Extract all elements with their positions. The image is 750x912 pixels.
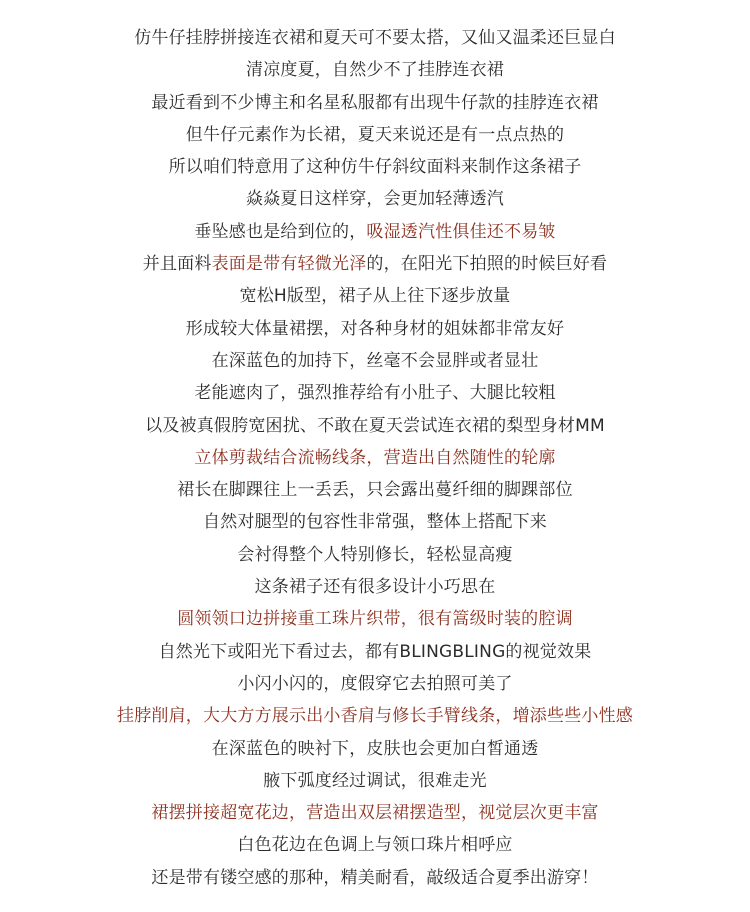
text-line: 这条裙子还有很多设计小巧思在 <box>254 577 496 598</box>
text-line: 会衬得整个人特别修长，轻松显高瘦 <box>237 544 513 565</box>
text-segment: 的，在阳光下拍照的时候巨好看 <box>366 254 608 275</box>
highlighted-line: 立体剪裁结合流畅线条，营造出自然随性的轮廓 <box>194 447 556 468</box>
text-line: 但牛仔元素作为长裙，夏天来说还是有一点点热的 <box>185 124 565 145</box>
text-line: 自然光下或阳光下看过去，都有BLINGBLING的视觉效果 <box>158 641 592 662</box>
highlighted-line: 圆领领口边拼接重工珠片织带，很有篙级时装的腔调 <box>177 609 573 630</box>
text-segment: 并且面料 <box>142 254 212 275</box>
text-line: 所以咱们特意用了这种仿牛仔斜纹面料来制作这条裙子 <box>168 157 582 178</box>
text-line: 形成较大体量裙摆，对各种身材的姐妹都非常友好 <box>185 318 565 339</box>
text-line-with-highlight <box>0 216 750 248</box>
text-segment: 垂坠感也是给到位的， <box>194 221 367 242</box>
text-line: 仿牛仔挂脖拼接连衣裙和夏天可不要太搭，又仙又温柔还巨显白 <box>134 28 616 48</box>
text-line: 自然对腿型的包容性非常强，整体上搭配下来 <box>203 512 547 533</box>
text-line: 裙长在脚踝往上一丢丢，只会露出蔓纤细的脚踝部位 <box>177 480 573 501</box>
text-line: 在深蓝色的加持下，丝毫不会显胖或者显壮 <box>211 350 539 371</box>
text-line: 腋下弧度经过调试，很难走光 <box>263 770 487 791</box>
text-line: 小闪小闪的，度假穿它去拍照可美了 <box>237 673 513 694</box>
text-line: 白色花边在色调上与领口珠片相呼应 <box>237 835 513 856</box>
highlighted-line: 挂脖削肩，大大方方展示出小香肩与修长手臂线条，增添些些小性感 <box>117 706 633 727</box>
text-line: 清凉度夏，自然少不了挂脖连衣裙 <box>246 60 504 81</box>
text-line-with-highlight <box>0 248 750 280</box>
text-line: 最近看到不少博主和名星私服都有出现牛仔款的挂脖连衣裙 <box>151 92 599 113</box>
text-line: 老能遮肉了，强烈推荐给有小肚子、大腿比较粗 <box>194 383 556 404</box>
highlighted-line: 裙摆拼接超宽花边，营造出双层裙摆造型，视觉层次更丰富 <box>151 803 599 824</box>
text-line: 宽松H版型，裙子从上往下逐步放量 <box>239 286 511 307</box>
text-line: 以及被真假胯宽困扰、不敢在夏天尝试连衣裙的梨型身材MM <box>145 415 605 436</box>
text-line: 焱焱夏日这样穿，会更加轻薄透汽 <box>246 189 504 210</box>
highlighted-text: 吸湿透汽性俱佳还不易皱 <box>366 221 556 242</box>
text-line: 还是带有镂空感的那种，精美耐看，敲级适合夏季出游穿！ <box>151 867 599 888</box>
text-line: 在深蓝色的映衬下，皮肤也会更加白皙通透 <box>211 738 539 759</box>
highlighted-text: 表面是带有轻微光泽 <box>211 254 367 275</box>
